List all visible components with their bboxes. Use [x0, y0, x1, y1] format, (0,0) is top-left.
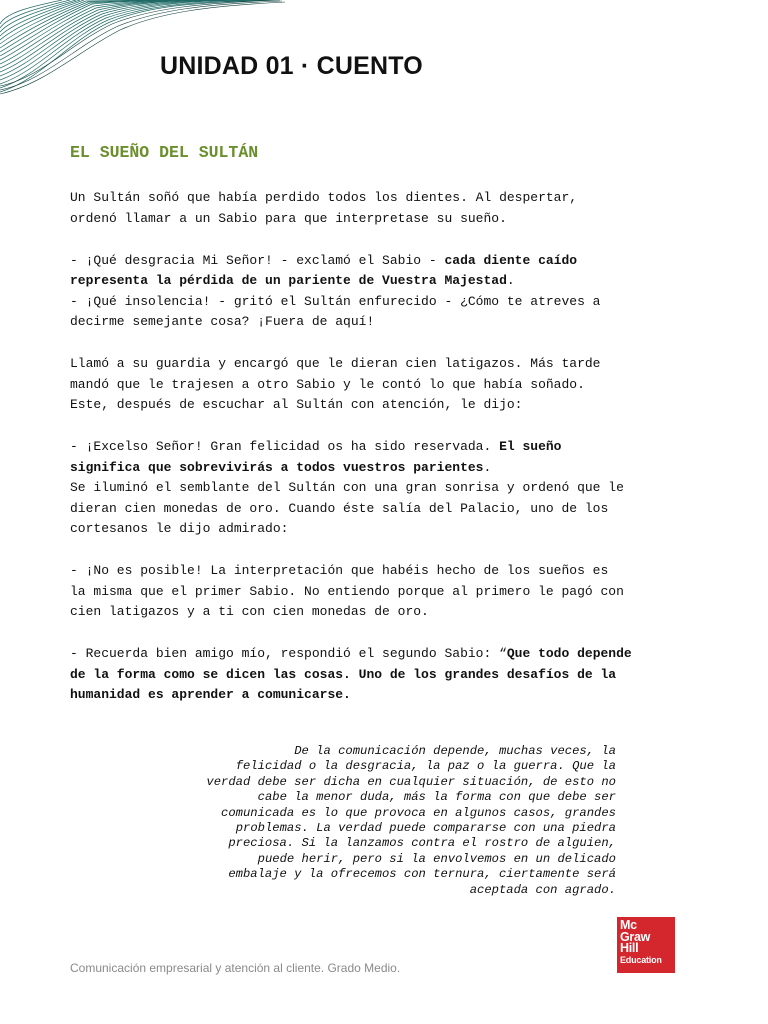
story-title: EL SUEÑO DEL SULTÁN	[70, 143, 259, 162]
text-plain: - Recuerda bien amigo mío, respondió el segundo Sabio: “	[70, 646, 507, 661]
story-body	[70, 188, 680, 727]
logo-text: Education	[620, 954, 662, 965]
unit-title: UNIDAD 01 · CUENTO	[160, 52, 423, 80]
text-bold: representa la pérdida de un pariente de Vuestra Majestad	[70, 273, 507, 288]
text-bold: humanidad es aprender a comunicarse.	[70, 687, 351, 702]
paragraph-4	[70, 437, 680, 540]
paragraph-5	[70, 561, 680, 623]
text-plain: .	[483, 459, 492, 475]
quote-line: embalaje y la ofrecemos con ternura, ciertamente será	[228, 867, 616, 882]
text-bold: cada diente caído	[444, 252, 578, 268]
text-line: - ¡No es posible! La interpretación que habéis hecho de los sueños es	[70, 563, 609, 578]
text-line: mandó que le trajesen a otro Sabio y le contó lo que había soñado.	[70, 376, 585, 392]
quote-line: preciosa. Si la lanzamos contra el rostro de alguien,	[228, 836, 616, 851]
paragraph-6	[70, 644, 680, 706]
paragraph-3	[70, 354, 680, 416]
text-line	[70, 644, 680, 665]
quote-line: De la comunicación depende, muchas veces, la	[294, 744, 616, 758]
quote-line: problemas. La verdad puede compararse con una piedra	[235, 821, 616, 836]
text-line: Se iluminó el semblante del Sultán con una gran sonrisa y ordenó que le	[70, 480, 624, 495]
text-line: la misma que el primer Sabio. No entiendo porque al primero le pagó con	[70, 583, 624, 599]
text-bold: Que todo depende	[506, 646, 632, 661]
text-bold: de la forma como se dicen las cosas. Uno de los grandes desafíos de la	[70, 666, 617, 682]
text-line	[70, 685, 680, 706]
text-line	[70, 437, 680, 458]
text-bold: significa que sobrevivirás a todos vuestros parientes	[70, 459, 484, 475]
logo-text: Graw	[620, 929, 651, 944]
text-plain: - ¡Excelso Señor! Gran felicidad os ha sido reservada.	[70, 439, 500, 454]
text-line: Un Sultán soñó que había perdido todos los dientes. Al despertar,	[70, 190, 578, 205]
text-line	[70, 458, 680, 479]
text-line: cien latigazos y a ti con cien monedas de oro.	[70, 604, 429, 619]
text-line: dieran cien monedas de oro. Cuando éste salía del Palacio, uno de los	[70, 500, 609, 516]
quote-line: comunicada es lo que provoca en algunos casos, grandes	[221, 805, 616, 820]
text-bold: El sueño	[499, 439, 562, 454]
decorative-wave-icon	[0, 0, 300, 100]
logo-text: Hill	[620, 941, 639, 955]
mcgraw-hill-logo	[617, 917, 675, 973]
text-plain: - ¡Qué desgracia Mi Señor! - exclamó el Sabio -	[70, 252, 445, 268]
text-line	[70, 665, 680, 686]
text-line	[70, 271, 680, 292]
quote-line: puede herir, pero si la envolvemos en un delicado	[257, 851, 616, 866]
footer-text: Comunicación empresarial y atención al cliente. Grado Medio.	[70, 961, 401, 975]
text-plain: .	[506, 273, 515, 288]
text-line: ordenó llamar a un Sabio para que interpretase su sueño.	[70, 210, 507, 226]
paragraph-2	[70, 251, 680, 333]
quote-line: cabe la menor duda, más la forma con que debe ser	[257, 790, 616, 805]
logo-text: Mc	[620, 918, 637, 932]
quote-line: felicidad o la desgracia, la paz o la guerra. Que la	[235, 759, 616, 774]
text-line	[70, 251, 680, 272]
text-line: - ¡Qué insolencia! - gritó el Sultán enfurecido - ¿Cómo te atreves a	[70, 293, 601, 309]
text-line: decirme semejante cosa? ¡Fuera de aquí!	[70, 314, 375, 329]
quote-block	[128, 744, 616, 898]
quote-line: verdad debe ser dicha en cualquier situación, de esto no	[206, 774, 616, 789]
text-line: Llamó a su guardia y encargó que le dieran cien latigazos. Más tarde	[70, 356, 601, 371]
text-line: cortesanos le dijo admirado:	[70, 521, 289, 536]
quote-line: aceptada con agrado.	[469, 882, 616, 897]
text-line: Este, después de escuchar al Sultán con atención, le dijo:	[70, 397, 523, 412]
paragraph-1	[70, 188, 680, 229]
